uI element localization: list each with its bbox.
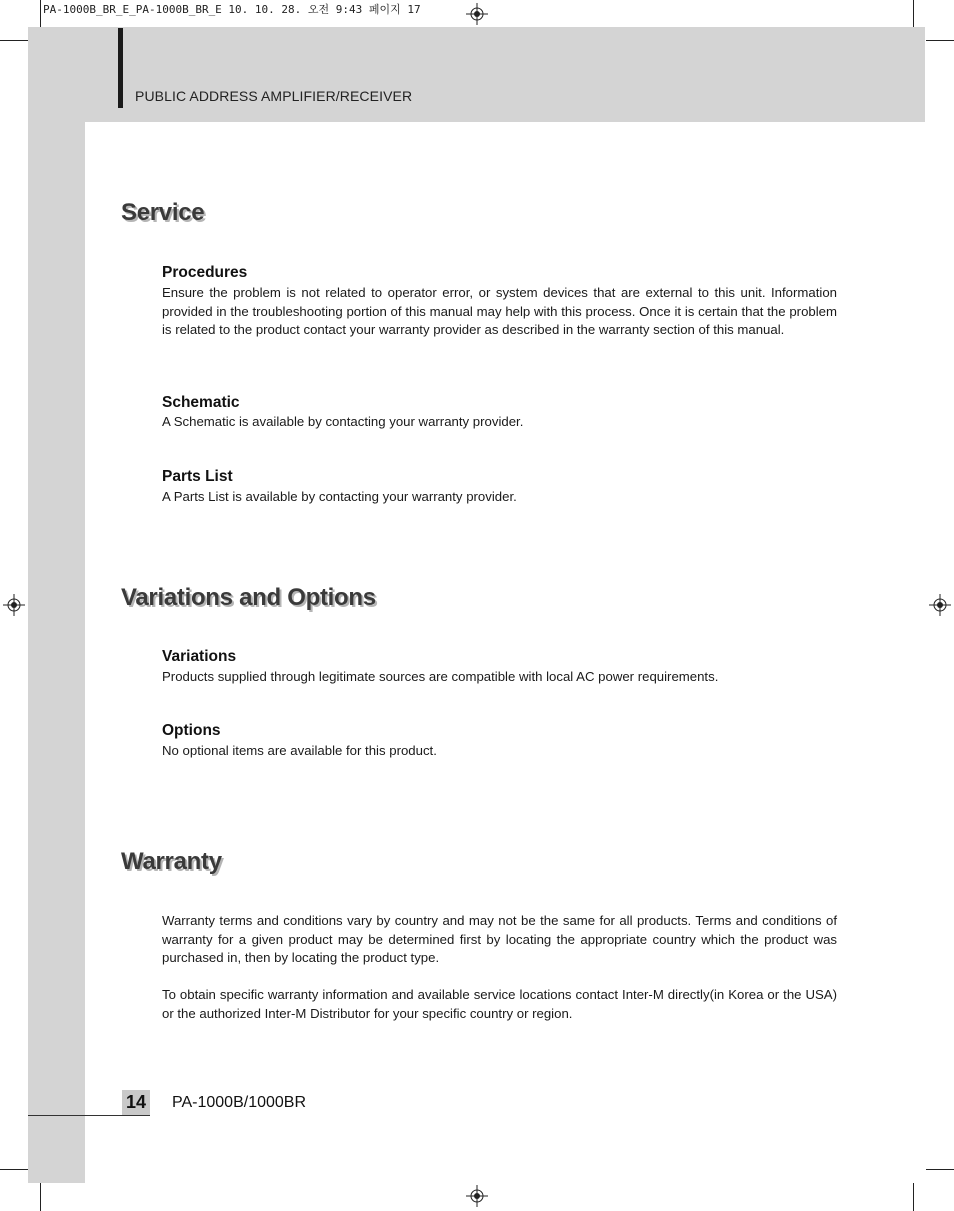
parts-list-text: A Parts List is available by contacting your warranty provider. (162, 489, 517, 504)
service-title: Service (121, 199, 205, 226)
warranty-paragraph-2: To obtain specific warranty information and available service locations contact Inter-M directly(in Korea or the USA) or the authorized Inter-M Distributor for your specific country or region. (162, 987, 837, 1021)
schematic-text: A Schematic is available by contacting your warranty provider. (162, 414, 524, 429)
crop-mark (913, 1183, 914, 1211)
variations-text: Products supplied through legitimate sources are compatible with local AC power requirements. (162, 669, 719, 684)
print-slug: PA-1000B_BR_E_PA-1000B_BR_E 10. 10. 28. 오전 9:43 페이지 17 (43, 3, 421, 16)
crop-mark (913, 0, 914, 28)
crop-mark (40, 0, 41, 28)
registration-mark-icon (466, 3, 488, 25)
crop-mark (0, 1169, 28, 1170)
footer-rule (28, 1115, 150, 1116)
header-accent-bar (118, 28, 123, 108)
procedures-text: Ensure the problem is not related to operator error, or system devices that are external to this unit. Information provided in the troubleshooting portion of this manual may help with this process. Once it is certain that the problem is related to the product contact your warranty provider as described in the warranty section of this manual. (162, 285, 837, 338)
options-text: No optional items are available for this product. (162, 743, 437, 758)
variations-options-title: Variations and Options (121, 584, 376, 611)
registration-mark-icon (3, 594, 25, 616)
crop-mark (926, 1169, 954, 1170)
options-heading: Options (162, 722, 221, 739)
warranty-paragraph-1: Warranty terms and conditions vary by country and may not be the same for all products. Terms and conditions of warranty for a given product may be determined first by locating the appropriate country which the product was purchased in, then by locating the product type. (162, 913, 837, 966)
crop-mark (40, 1183, 41, 1211)
parts-list-heading: Parts List (162, 468, 233, 485)
header-band (28, 27, 925, 122)
header-title: PUBLIC ADDRESS AMPLIFIER/RECEIVER (135, 88, 413, 104)
page-number: 14 (122, 1090, 150, 1115)
registration-mark-icon (466, 1185, 488, 1207)
procedures-heading: Procedures (162, 264, 248, 281)
warranty-title: Warranty (121, 848, 222, 875)
variations-heading: Variations (162, 648, 237, 665)
crop-mark (0, 40, 28, 41)
registration-mark-icon (929, 594, 951, 616)
crop-mark (926, 40, 954, 41)
left-margin-band (28, 27, 85, 1183)
footer-model: PA-1000B/1000BR (172, 1094, 307, 1111)
schematic-heading: Schematic (162, 394, 240, 411)
